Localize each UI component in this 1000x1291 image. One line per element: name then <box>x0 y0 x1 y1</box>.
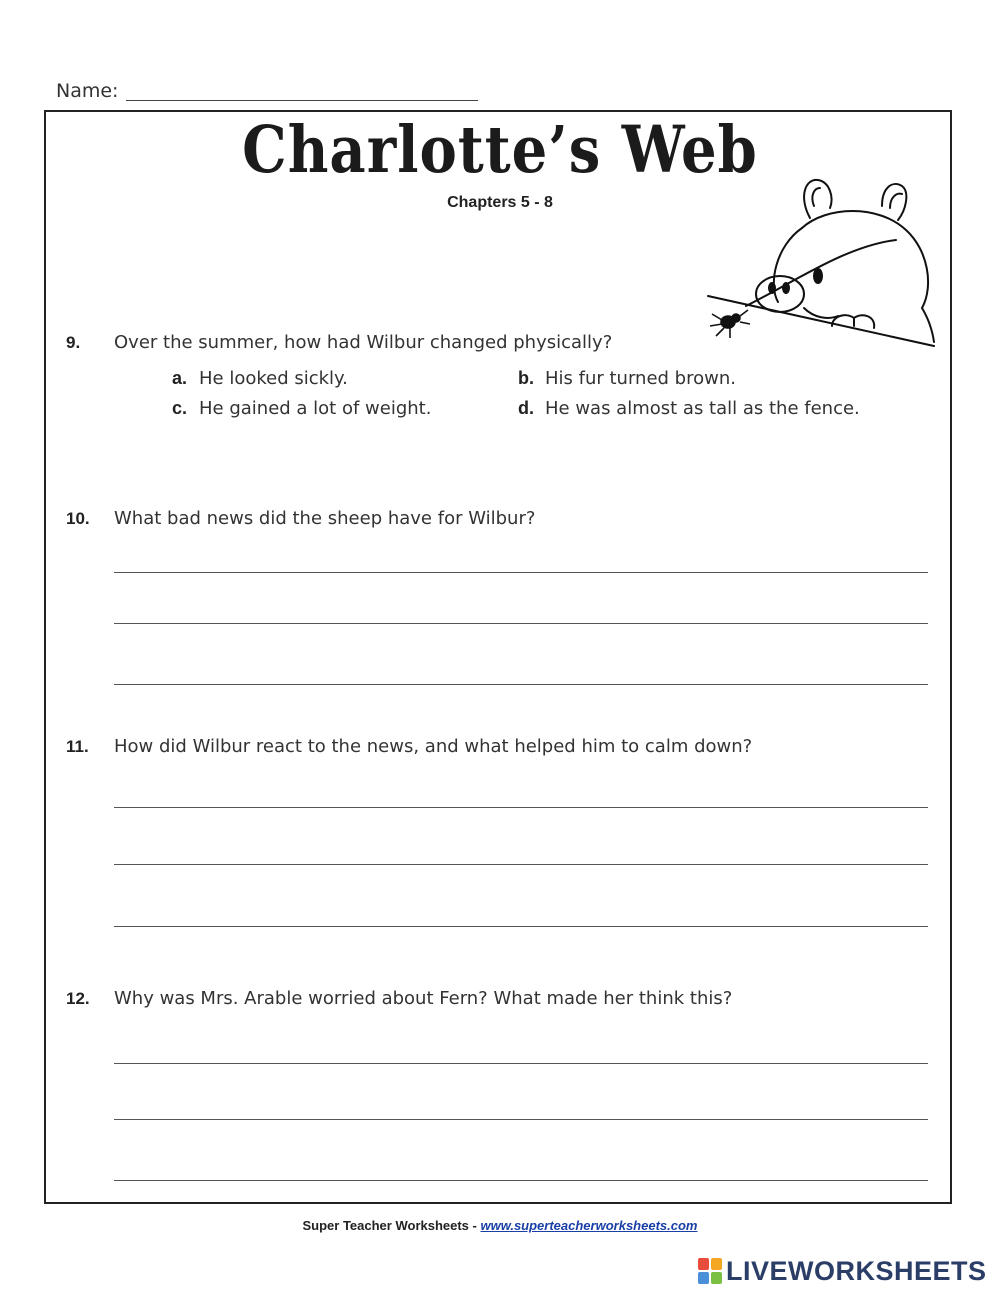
liveworksheets-wordmark: LIVEWORKSHEETS <box>726 1255 987 1286</box>
footer-link[interactable]: www.superteacherworksheets.com <box>480 1218 698 1233</box>
liveworksheets-blocks-icon <box>698 1258 722 1284</box>
answer-line-10-3[interactable] <box>114 684 928 685</box>
question-9-text: Over the summer, how had Wilbur changed physically? <box>114 332 613 353</box>
worksheet-title: Charlotte’s Web <box>242 112 758 188</box>
question-12-text: Why was Mrs. Arable worried about Fern? What made her think this? <box>114 988 733 1009</box>
question-11-number: 11. <box>66 737 89 756</box>
answer-line-10-1[interactable] <box>114 572 928 573</box>
liveworksheets-logo <box>698 1256 987 1286</box>
answer-line-11-1[interactable] <box>114 807 928 808</box>
answer-line-12-2[interactable] <box>114 1119 928 1120</box>
name-label: Name: <box>56 80 119 102</box>
question-11-text: How did Wilbur react to the news, and what helped him to calm down? <box>114 736 753 757</box>
option-9c[interactable] <box>172 398 431 419</box>
question-9-number: 9. <box>66 333 81 352</box>
question-10-number: 10. <box>66 509 90 528</box>
option-letter: d. <box>518 398 534 418</box>
answer-line-11-2[interactable] <box>114 864 928 865</box>
name-input-line[interactable] <box>126 100 478 101</box>
chapters-subtitle: Chapters 5 - 8 <box>447 194 553 211</box>
pig-illustration <box>706 176 938 348</box>
option-letter: a. <box>172 368 188 388</box>
option-text: His fur turned brown. <box>545 368 736 389</box>
question-12-number: 12. <box>66 989 90 1008</box>
option-letter: c. <box>172 398 188 418</box>
option-9a[interactable] <box>172 368 348 389</box>
option-text: He gained a lot of weight. <box>199 398 432 419</box>
option-text: He was almost as tall as the fence. <box>545 398 860 419</box>
answer-line-10-2[interactable] <box>114 623 928 624</box>
answer-line-12-1[interactable] <box>114 1063 928 1064</box>
option-9b[interactable] <box>518 368 736 389</box>
footer-credit <box>0 1218 1000 1233</box>
answer-line-11-3[interactable] <box>114 926 928 927</box>
footer-label: Super Teacher Worksheets - <box>302 1218 481 1233</box>
option-letter: b. <box>518 368 534 388</box>
question-10-text: What bad news did the sheep have for Wilbur? <box>114 508 536 529</box>
answer-line-12-3[interactable] <box>114 1180 928 1181</box>
option-text: He looked sickly. <box>199 368 348 389</box>
option-9d[interactable] <box>518 398 860 419</box>
